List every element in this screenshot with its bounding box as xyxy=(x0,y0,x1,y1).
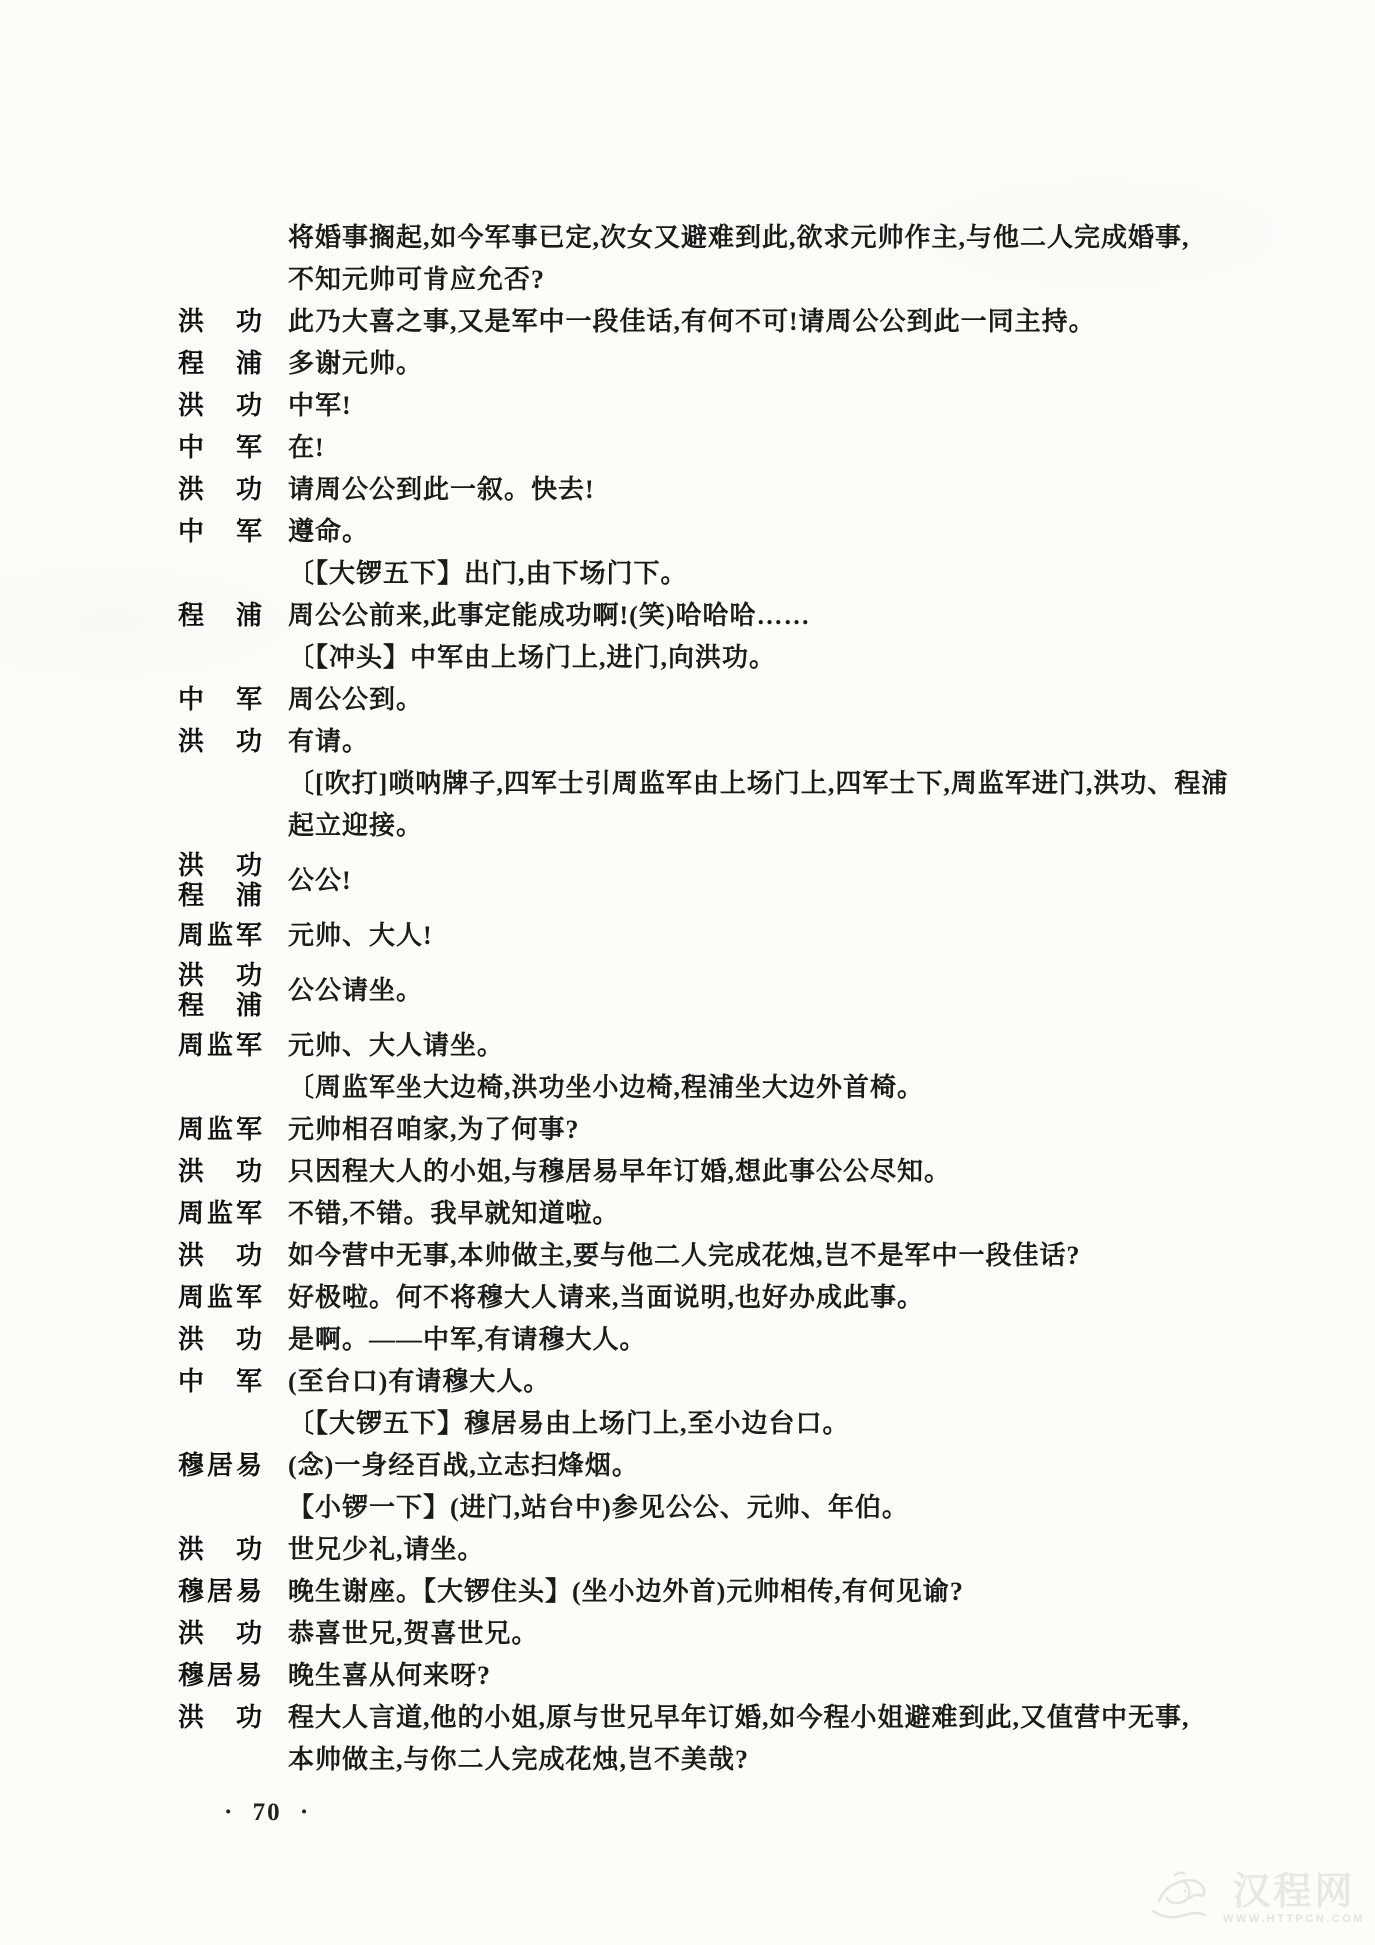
speaker-name xyxy=(178,851,262,881)
speaker-cell xyxy=(178,553,288,595)
entry-text xyxy=(288,1151,951,1193)
speaker-name-char: 洪 xyxy=(178,727,205,756)
speaker-name xyxy=(178,595,262,637)
speaker-cell xyxy=(178,1025,288,1067)
speaker-name-char: 功 xyxy=(235,727,262,756)
speaker-name-char: 军 xyxy=(235,517,262,546)
script-entry xyxy=(0,1193,1375,1235)
script-entry xyxy=(0,679,1375,721)
page-number: · 70 · xyxy=(224,1799,311,1826)
speaker-name-char: 洪 xyxy=(178,475,205,504)
speaker-cell xyxy=(178,343,288,385)
dialogue-line: 世兄少礼,请坐。 xyxy=(288,1535,485,1564)
speaker-cell xyxy=(178,1697,288,1781)
speaker-name-char: 监 xyxy=(206,1115,233,1144)
dialogue-line: 本帅做主,与你二人完成花烛,岂不美哉? xyxy=(288,1745,750,1774)
script-entry xyxy=(0,637,1375,679)
speaker-name xyxy=(178,1361,262,1403)
speaker-name-char: 浦 xyxy=(235,991,262,1020)
dialogue-line: 元帅相召咱家,为了何事? xyxy=(288,1115,580,1144)
speaker-name xyxy=(178,343,262,385)
script-entry xyxy=(0,1025,1375,1067)
speaker-name-char: 功 xyxy=(235,1703,262,1732)
speaker-name xyxy=(178,469,262,511)
dialogue-line: 如今营中无事,本帅做主,要与他二人完成花烛,岂不是军中一段佳话? xyxy=(288,1241,1081,1270)
speaker-cell xyxy=(178,1445,288,1487)
script-entry xyxy=(0,847,1375,915)
dialogue-line: 此乃大喜之事,又是军中一段佳话,有何不可!请周公公到此一同主持。 xyxy=(288,307,1096,336)
script-entry xyxy=(0,1109,1375,1151)
dialogue-line: 不错,不错。我早就知道啦。 xyxy=(288,1199,620,1228)
speaker-cell xyxy=(178,1655,288,1697)
dialogue-line: 只因程大人的小姐,与穆居易早年订婚,想此事公公尽知。 xyxy=(288,1157,952,1186)
speaker-name-char: 中 xyxy=(178,1367,205,1396)
speaker-name-char: 洪 xyxy=(178,1241,205,1270)
speaker-name-char: 洪 xyxy=(178,1535,205,1564)
speaker-name xyxy=(178,915,262,957)
script-entry xyxy=(0,1529,1375,1571)
entry-text xyxy=(288,343,423,385)
entry-text xyxy=(288,1655,491,1697)
speaker-name-char: 军 xyxy=(235,685,262,714)
speaker-cell xyxy=(178,1109,288,1151)
speaker-name-char: 军 xyxy=(235,433,262,462)
script-entry xyxy=(0,915,1375,957)
script-entry xyxy=(0,1613,1375,1655)
speaker-name-char: 功 xyxy=(235,391,262,420)
speaker-name xyxy=(178,1025,262,1067)
dialogue-line: 遵命。 xyxy=(288,517,370,546)
script-entry xyxy=(0,721,1375,763)
stage-direction-line: 起立迎接。 xyxy=(288,811,424,840)
dialogue-line: 程大人言道,他的小姐,原与世兄早年订婚,如今程小姐避难到此,又值营中无事, xyxy=(288,1703,1190,1732)
dialogue-line: 晚生喜从何来呀? xyxy=(288,1661,492,1690)
speaker-cell xyxy=(178,915,288,957)
dialogue-line: 多谢元帅。 xyxy=(288,349,424,378)
speaker-name-char: 中 xyxy=(178,433,205,462)
entry-text xyxy=(288,1529,485,1571)
entry-text xyxy=(288,1109,580,1151)
speaker-name-char: 洪 xyxy=(178,851,205,880)
speaker-name-char: 穆 xyxy=(178,1451,205,1480)
speaker-name-char: 军 xyxy=(235,1115,262,1144)
script-entry xyxy=(0,511,1375,553)
speaker-name-char: 程 xyxy=(178,881,205,910)
speaker-name-char: 浦 xyxy=(235,349,262,378)
speaker-name-char: 功 xyxy=(235,961,262,990)
speaker-cell xyxy=(178,217,288,301)
dialogue-line: 请周公公到此一叙。快去! xyxy=(288,475,595,504)
dialogue-line: 周公公前来,此事定能成功啊!(笑)哈哈哈…… xyxy=(288,601,811,630)
script-entry xyxy=(0,1319,1375,1361)
speaker-name-char: 程 xyxy=(178,991,205,1020)
watermark-site-url: WWW.HTTPCN.COM xyxy=(1223,1913,1365,1925)
speaker-name xyxy=(178,881,262,911)
entry-text xyxy=(288,1571,964,1613)
speaker-name-char: 周 xyxy=(178,1031,205,1060)
entry-text xyxy=(288,427,325,469)
speaker-name-char: 洪 xyxy=(178,1157,205,1186)
stage-direction-line: 〔【大锣五下】穆居易由上场门上,至小边台口。 xyxy=(288,1409,850,1438)
speaker-name-char: 居 xyxy=(206,1451,233,1480)
speaker-name-char: 军 xyxy=(235,1367,262,1396)
speaker-name-char: 军 xyxy=(235,921,262,950)
speaker-cell xyxy=(178,469,288,511)
script-entry xyxy=(0,1697,1375,1781)
speaker-cell xyxy=(178,1529,288,1571)
script-entry xyxy=(0,301,1375,343)
speaker-name-char: 浦 xyxy=(235,601,262,630)
speaker-name xyxy=(178,721,262,763)
script-entry xyxy=(0,957,1375,1025)
entry-text xyxy=(288,1235,1081,1277)
speaker-name xyxy=(178,1277,262,1319)
script-entry xyxy=(0,1655,1375,1697)
dialogue-line: (念)一身经百战,立志扫烽烟。 xyxy=(288,1451,639,1480)
script-entry xyxy=(0,343,1375,385)
entry-text xyxy=(288,1025,504,1067)
entry-text xyxy=(288,1361,550,1403)
entry-text xyxy=(288,915,433,957)
watermark-site-name: 汉程网 xyxy=(1232,1871,1356,1913)
speaker-name-char: 中 xyxy=(178,685,205,714)
speaker-cell xyxy=(178,1277,288,1319)
script-entry xyxy=(0,553,1375,595)
speaker-name-char: 功 xyxy=(235,1241,262,1270)
speaker-name xyxy=(178,1109,262,1151)
speaker-name-char: 洪 xyxy=(178,1325,205,1354)
entry-text xyxy=(288,957,423,1025)
entry-text xyxy=(288,1319,647,1361)
speaker-name-char: 功 xyxy=(235,1157,262,1186)
entry-text xyxy=(288,385,352,427)
speaker-name xyxy=(178,1571,262,1613)
stage-direction-line: 〔【冲头】中军由上场门上,进门,向洪功。 xyxy=(288,643,777,672)
speaker-name-char: 易 xyxy=(235,1577,262,1606)
stage-direction-line: 【小锣一下】(进门,站台中)参见公公、元帅、年伯。 xyxy=(288,1493,909,1522)
entry-text xyxy=(288,595,810,637)
speaker-name xyxy=(178,1193,262,1235)
dialogue-line: 恭喜世兄,贺喜世兄。 xyxy=(288,1619,539,1648)
speaker-cell xyxy=(178,1403,288,1445)
dialogue-line: 公公! xyxy=(288,866,352,895)
speaker-name xyxy=(178,1319,262,1361)
script-entry xyxy=(0,1361,1375,1403)
entry-text xyxy=(288,1277,924,1319)
entry-text xyxy=(288,1697,1190,1781)
speaker-cell xyxy=(178,1319,288,1361)
dialogue-line: 中军! xyxy=(288,391,352,420)
speaker-name xyxy=(178,511,262,553)
speaker-name-char: 功 xyxy=(235,1535,262,1564)
speaker-name-char: 周 xyxy=(178,1283,205,1312)
speaker-name xyxy=(178,1529,262,1571)
speaker-name-char: 程 xyxy=(178,601,205,630)
speaker-cell xyxy=(178,511,288,553)
dialogue-line: 有请。 xyxy=(288,727,370,756)
speaker-name-char: 穆 xyxy=(178,1577,205,1606)
speaker-name-char: 程 xyxy=(178,349,205,378)
speaker-name-char: 周 xyxy=(178,1199,205,1228)
speaker-name-char: 功 xyxy=(235,475,262,504)
speaker-cell xyxy=(178,1067,288,1109)
dialogue-line: 晚生谢座。【大锣住头】(坐小边外首)元帅相传,有何见谕? xyxy=(288,1577,964,1606)
speaker-name-char: 洪 xyxy=(178,1619,205,1648)
speaker-name xyxy=(178,301,262,343)
speaker-name xyxy=(178,1235,262,1277)
speaker-name-char: 功 xyxy=(235,851,262,880)
entry-text xyxy=(288,1067,924,1109)
script-entry xyxy=(0,1277,1375,1319)
script-entry xyxy=(0,1235,1375,1277)
speaker-cell xyxy=(178,847,288,915)
dialogue-line: 周公公到。 xyxy=(288,685,424,714)
speaker-name-char: 功 xyxy=(235,307,262,336)
entry-text xyxy=(288,1193,620,1235)
speaker-name-char: 洪 xyxy=(178,307,205,336)
speaker-cell xyxy=(178,1151,288,1193)
speaker-name xyxy=(178,961,262,991)
script-entry xyxy=(0,385,1375,427)
speaker-name-char: 易 xyxy=(235,1661,262,1690)
speaker-name-char: 军 xyxy=(235,1199,262,1228)
speaker-name xyxy=(178,679,262,721)
speaker-cell xyxy=(178,1487,288,1529)
speaker-name-char: 洪 xyxy=(178,391,205,420)
entry-text xyxy=(288,763,1228,847)
speaker-name xyxy=(178,1151,262,1193)
speaker-name-char: 周 xyxy=(178,1115,205,1144)
speaker-name-char: 浦 xyxy=(235,881,262,910)
stage-direction-line: 〔[吹打]唢呐牌子,四军士引周监军由上场门上,四军士下,周监军进门,洪功、程浦 xyxy=(288,769,1229,798)
script-entry xyxy=(0,1571,1375,1613)
script-entry xyxy=(0,1403,1375,1445)
speaker-name-char: 穆 xyxy=(178,1661,205,1690)
dialogue-line: 是啊。——中军,有请穆大人。 xyxy=(288,1325,647,1354)
speaker-name-char: 洪 xyxy=(178,961,205,990)
script-entry xyxy=(0,1445,1375,1487)
speaker-name xyxy=(178,427,262,469)
dialogue-line: (至台口)有请穆大人。 xyxy=(288,1367,551,1396)
speaker-cell xyxy=(178,637,288,679)
entry-text xyxy=(288,217,1190,301)
continuation-line: 将婚事搁起,如今军事已定,次女又避难到此,欲求元帅作主,与他二人完成婚事, xyxy=(288,223,1190,252)
stage-direction-line: 〔【大锣五下】出门,由下场门下。 xyxy=(288,559,688,588)
speaker-name-char: 军 xyxy=(235,1031,262,1060)
speaker-cell xyxy=(178,1235,288,1277)
script-entry xyxy=(0,1067,1375,1109)
script-entry xyxy=(0,595,1375,637)
speaker-name-char: 居 xyxy=(206,1577,233,1606)
dialogue-line: 好极啦。何不将穆大人请来,当面说明,也好办成此事。 xyxy=(288,1283,925,1312)
continuation-line: 不知元帅可肯应允否? xyxy=(288,265,546,294)
speaker-cell xyxy=(178,763,288,847)
entry-text xyxy=(288,1403,850,1445)
speaker-name-char: 中 xyxy=(178,517,205,546)
speaker-cell xyxy=(178,385,288,427)
entry-text xyxy=(288,1445,639,1487)
script-entry xyxy=(0,1487,1375,1529)
speaker-name xyxy=(178,1655,262,1697)
entry-text xyxy=(288,679,423,721)
speaker-name-char: 监 xyxy=(206,1031,233,1060)
speaker-cell xyxy=(178,427,288,469)
entry-text xyxy=(288,553,688,595)
stage-direction-line: 〔周监军坐大边椅,洪功坐小边椅,程浦坐大边外首椅。 xyxy=(288,1073,925,1102)
speaker-name-char: 功 xyxy=(235,1619,262,1648)
entry-text xyxy=(288,721,369,763)
speaker-cell xyxy=(178,1613,288,1655)
script-entry xyxy=(0,217,1375,301)
speaker-cell xyxy=(178,1193,288,1235)
speaker-name-char: 易 xyxy=(235,1451,262,1480)
speaker-name xyxy=(178,385,262,427)
speaker-name-char: 功 xyxy=(235,1325,262,1354)
entry-text xyxy=(288,511,369,553)
speaker-cell xyxy=(178,595,288,637)
speaker-cell xyxy=(178,1361,288,1403)
dialogue-line: 元帅、大人请坐。 xyxy=(288,1031,505,1060)
speaker-name xyxy=(178,1697,262,1739)
watermark xyxy=(1145,1867,1365,1931)
speaker-cell xyxy=(178,679,288,721)
speaker-name-char: 周 xyxy=(178,921,205,950)
speaker-name xyxy=(178,1445,262,1487)
dragon-logo-icon xyxy=(1145,1867,1217,1931)
watermark-text xyxy=(1223,1873,1365,1925)
entry-text xyxy=(288,847,352,915)
entry-text xyxy=(288,1487,909,1529)
speaker-cell xyxy=(178,301,288,343)
speaker-name-char: 居 xyxy=(206,1661,233,1690)
entry-text xyxy=(288,301,1096,343)
script-body xyxy=(0,217,1375,1781)
speaker-cell xyxy=(178,721,288,763)
speaker-name-char: 监 xyxy=(206,921,233,950)
entry-text xyxy=(288,637,776,679)
entry-text xyxy=(288,469,595,511)
speaker-name xyxy=(178,1613,262,1655)
script-entry xyxy=(0,427,1375,469)
speaker-name xyxy=(178,991,262,1021)
script-entry xyxy=(0,469,1375,511)
script-entry xyxy=(0,763,1375,847)
dialogue-line: 公公请坐。 xyxy=(288,976,424,1005)
speaker-cell xyxy=(178,1571,288,1613)
speaker-cell xyxy=(178,957,288,1025)
dialogue-line: 在! xyxy=(288,433,325,462)
script-entry xyxy=(0,1151,1375,1193)
speaker-name-char: 监 xyxy=(206,1199,233,1228)
speaker-name-char: 洪 xyxy=(178,1703,205,1732)
speaker-name-char: 军 xyxy=(235,1283,262,1312)
speaker-name-char: 监 xyxy=(206,1283,233,1312)
entry-text xyxy=(288,1613,539,1655)
dialogue-line: 元帅、大人! xyxy=(288,921,433,950)
